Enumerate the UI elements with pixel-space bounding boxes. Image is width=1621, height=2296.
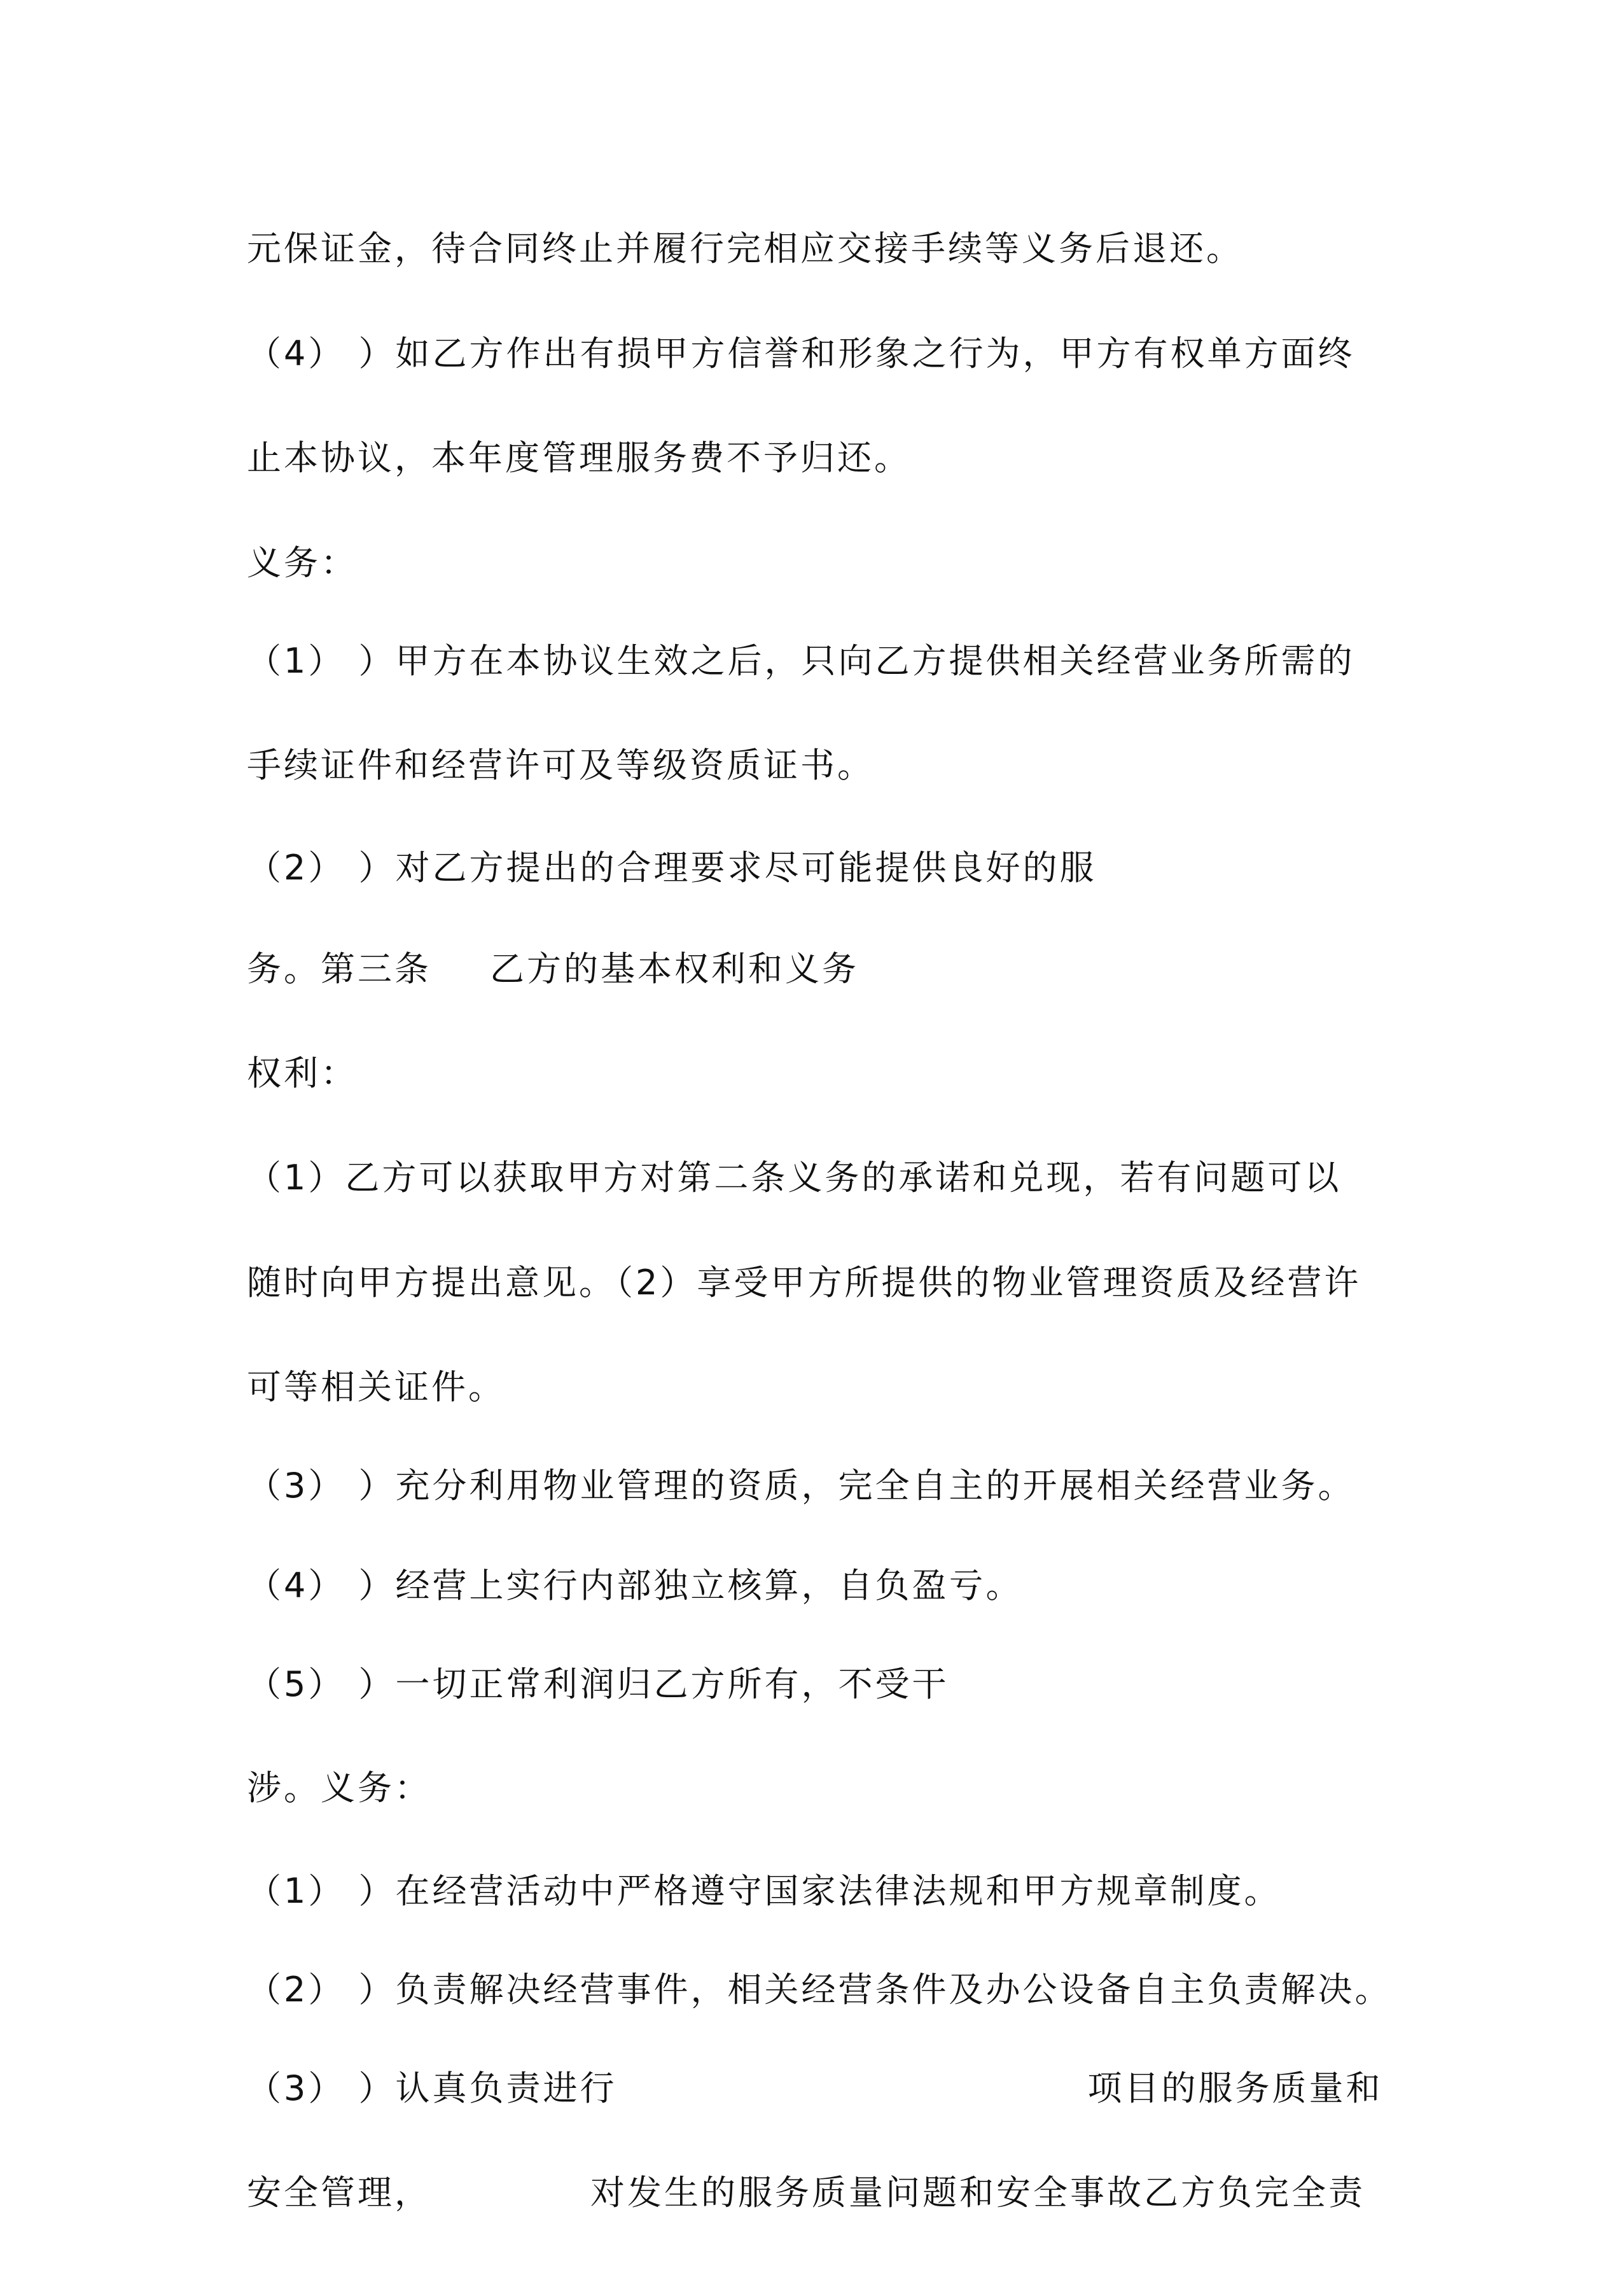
text-line: 止本协议，本年度管理服务费不予归还。	[247, 438, 911, 478]
article-title: 乙方的基本权利和义务	[490, 949, 859, 989]
text-line: （1）乙方可以获取甲方对第二条义务的承诺和兑现，若有问题可以	[247, 1158, 1342, 1198]
text-line: 元保证金，待合同终止并履行完相应交接手续等义务后退还。	[247, 228, 1243, 269]
text-line: （1） ）在经营活动中严格遵守国家法律法规和甲方规章制度。	[247, 1871, 1281, 1911]
line-start: 安全管理，	[247, 2173, 431, 2213]
text-line: （4） ）经营上实行内部独立核算，自负盈亏。	[247, 1565, 1023, 1606]
section-heading: 权利：	[247, 1053, 358, 1093]
article-heading-line	[247, 947, 859, 991]
text-line: 可等相关证件。	[247, 1367, 505, 1407]
text-line: （3） ）充分利用物业管理的资质，完全自主的开展相关经营业务。	[247, 1466, 1355, 1506]
text-line: 随时向甲方提出意见。（2）享受甲方所提供的物业管理资质及经营许	[247, 1263, 1361, 1303]
text-line-with-blank	[247, 2066, 1383, 2111]
text-line-with-blank	[247, 2171, 1365, 2215]
text-line: （2） ）对乙方提出的合理要求尽可能提供良好的服	[247, 848, 1097, 888]
text-line: （1） ）甲方在本协议生效之后，只向乙方提供相关经营业务所需的	[247, 641, 1355, 681]
text-line: （2） ）负责解决经营事件，相关经营条件及办公设备自主负责解决。	[247, 1970, 1392, 2010]
section-heading: 义务：	[247, 543, 358, 583]
text-line: （5） ）一切正常利润归乙方所有，不受干	[247, 1664, 949, 1704]
line-end: 对发生的服务质量问题和安全事故乙方负完全责	[590, 2173, 1365, 2213]
line-end: 项目的服务质量和	[1087, 2068, 1383, 2108]
text-line: （4） ）如乙方作出有损甲方信誉和形象之行为，甲方有权单方面终	[247, 333, 1355, 374]
text-line: 涉。义务：	[247, 1768, 431, 1808]
article-number: 务。第三条	[247, 949, 431, 989]
text-line: 手续证件和经营许可及等级资质证书。	[247, 745, 874, 785]
line-start: （3） ）认真负责进行	[247, 2068, 617, 2108]
